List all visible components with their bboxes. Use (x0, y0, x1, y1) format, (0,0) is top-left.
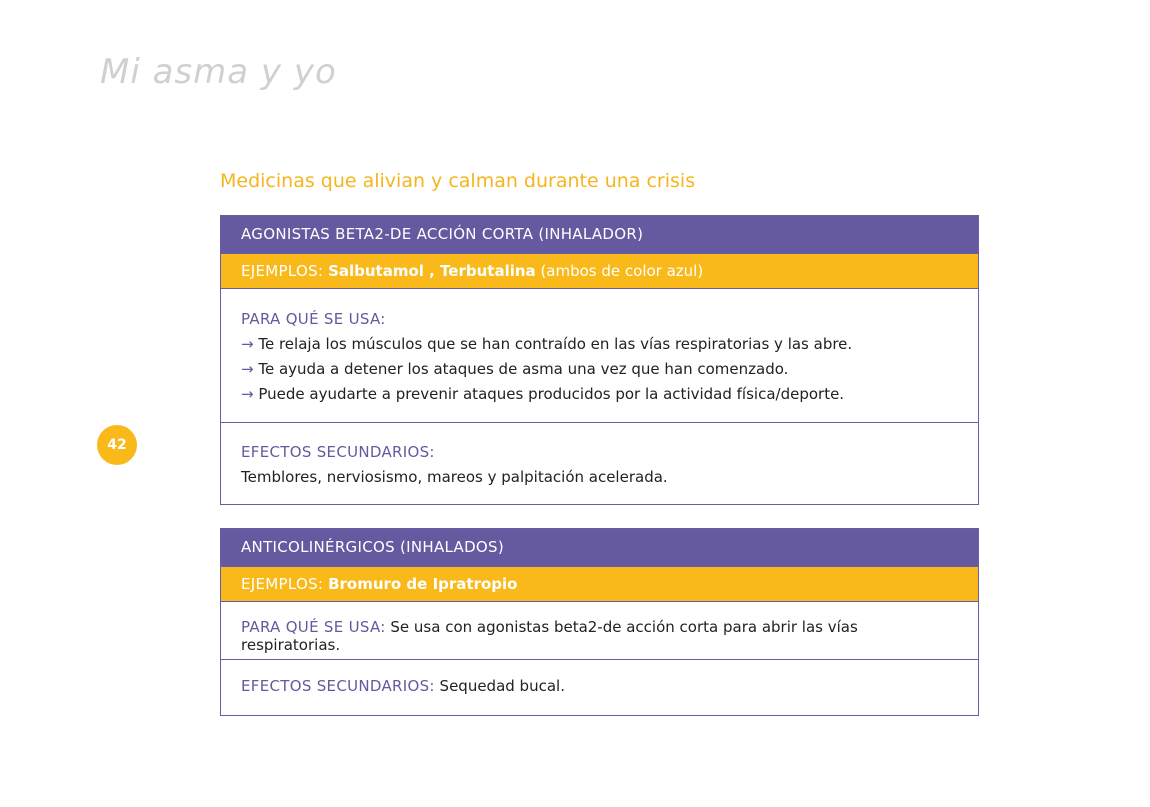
card-title: ANTICOLINÉRGICOS (INHALADOS) (221, 529, 978, 566)
use-section (221, 602, 978, 659)
examples-drugs: Bromuro de Ipratropio (328, 575, 518, 593)
use-item-text: Te relaja los músculos que se han contraído en las vías respiratorias y las abre. (258, 335, 853, 353)
side-effects-text: Sequedad bucal. (439, 677, 565, 695)
card-examples (221, 566, 978, 602)
use-item (241, 357, 958, 382)
use-item-text: Puede ayudarte a prevenir ataques producidos por la actividad física/deporte. (258, 385, 845, 403)
arrow-right-icon: → (241, 360, 254, 378)
side-effects-label: EFECTOS SECUNDARIOS: (241, 677, 435, 695)
medicine-card-anticolinergicos (220, 528, 979, 716)
side-effects-label: EFECTOS SECUNDARIOS: (241, 443, 435, 461)
examples-drugs: Salbutamol , Terbutalina (328, 262, 536, 280)
arrow-right-icon: → (241, 385, 254, 403)
arrow-right-icon: → (241, 335, 254, 353)
use-section (221, 289, 978, 422)
examples-label: EJEMPLOS: (241, 575, 324, 593)
use-label: PARA QUÉ SE USA: (241, 310, 386, 328)
brand-title: Mi asma y yo (100, 52, 337, 92)
use-item (241, 332, 958, 357)
side-effects-section (221, 422, 978, 504)
side-effects-section (221, 659, 978, 715)
use-label: PARA QUÉ SE USA: (241, 618, 386, 636)
use-item (241, 382, 958, 407)
page-number-badge: 42 (97, 425, 137, 465)
section-title: Medicinas que alivian y calman durante una crisis (220, 170, 696, 192)
card-examples (221, 253, 978, 289)
examples-note: (ambos de color azul) (540, 262, 704, 280)
medicine-card-agonistas (220, 215, 979, 505)
use-text: Se usa con agonistas beta2-de acción corta para abrir las vías respiratorias. (241, 618, 858, 654)
examples-label: EJEMPLOS: (241, 262, 324, 280)
card-title: AGONISTAS BETA2-DE ACCIÓN CORTA (INHALADOR) (221, 216, 978, 253)
side-effects-text: Temblores, nerviosismo, mareos y palpitación acelerada. (241, 468, 668, 486)
use-item-text: Te ayuda a detener los ataques de asma una vez que han comenzado. (258, 360, 789, 378)
